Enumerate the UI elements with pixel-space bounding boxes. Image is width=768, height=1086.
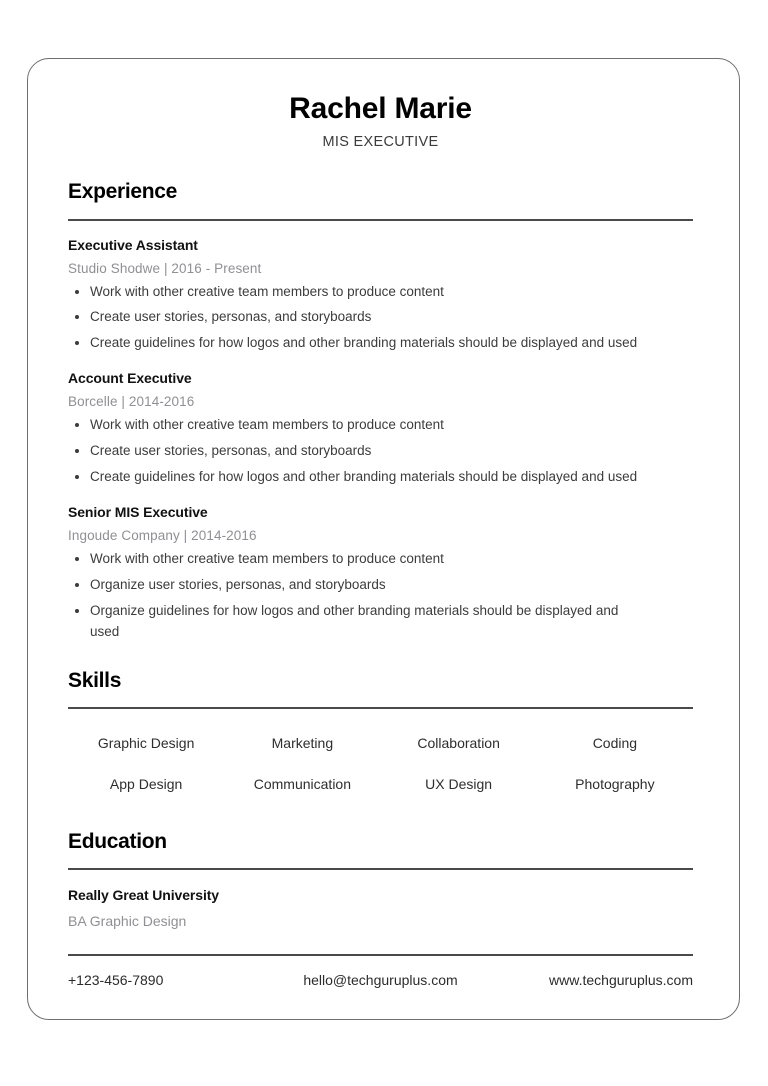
- section-heading-skills: Skills: [68, 668, 122, 692]
- section-skills: [68, 669, 693, 792]
- contact-phone[interactable]: +123-456-7890: [68, 971, 164, 988]
- experience-entry-bullets: [68, 415, 693, 488]
- section-education: [68, 830, 693, 929]
- experience-entry-meta: Studio Shodwe | 2016 - Present: [68, 260, 262, 276]
- experience-entry: [68, 354, 693, 488]
- experience-entry-meta: Borcelle | 2014-2016: [68, 394, 195, 410]
- section-heading-experience: Experience: [68, 179, 178, 203]
- skills-grid: [68, 735, 693, 792]
- list-item: Work with other creative team members to produce content: [68, 549, 650, 570]
- section-heading-education: Education: [68, 829, 167, 853]
- experience-entry: [68, 221, 693, 355]
- experience-entry-meta: Ingoude Company | 2014-2016: [68, 528, 257, 544]
- skill-item: App Design: [109, 775, 183, 792]
- experience-entry: [68, 488, 693, 643]
- education-degree: BA Graphic Design: [68, 912, 187, 929]
- contact-website[interactable]: www.techguruplus.com: [549, 971, 693, 988]
- skill-item: Marketing: [271, 734, 334, 751]
- skill-item: Coding: [592, 734, 638, 751]
- contact-footer: [68, 972, 693, 988]
- candidate-name: Rachel Marie: [289, 92, 472, 125]
- experience-entry-title: Account Executive: [68, 370, 192, 387]
- skill-item: Collaboration: [417, 734, 500, 751]
- resume-card: [27, 58, 740, 1020]
- list-item: Create user stories, personas, and storyboards: [68, 307, 650, 328]
- footer-divider: [68, 954, 693, 956]
- list-item: Work with other creative team members to produce content: [68, 415, 650, 436]
- skill-item: Photography: [575, 775, 655, 792]
- contact-email[interactable]: hello@techguruplus.com: [303, 971, 458, 988]
- skill-item: Communication: [253, 775, 351, 792]
- experience-entry-title: Senior MIS Executive: [68, 504, 208, 521]
- list-item: Create user stories, personas, and storyboards: [68, 441, 650, 462]
- section-divider-skills: [68, 707, 693, 709]
- experience-entry-bullets: [68, 282, 693, 355]
- list-item: Create guidelines for how logos and other branding materials should be displayed and used: [68, 333, 650, 354]
- list-item: Create guidelines for how logos and other branding materials should be displayed and used: [68, 467, 650, 488]
- list-item: Work with other creative team members to produce content: [68, 282, 650, 303]
- resume-header: [68, 59, 693, 150]
- education-school: Really Great University: [68, 886, 219, 903]
- skill-item: UX Design: [425, 775, 493, 792]
- skill-item: Graphic Design: [97, 734, 195, 751]
- experience-entry-title: Executive Assistant: [68, 236, 198, 253]
- education-entry: [68, 870, 693, 929]
- experience-entry-bullets: [68, 549, 693, 643]
- candidate-job-title: MIS EXECUTIVE: [322, 133, 439, 150]
- section-experience: [68, 180, 693, 643]
- list-item: Organize user stories, personas, and storyboards: [68, 575, 650, 596]
- list-item: Organize guidelines for how logos and other branding materials should be displayed and used: [68, 601, 650, 643]
- resume-content: [68, 59, 693, 988]
